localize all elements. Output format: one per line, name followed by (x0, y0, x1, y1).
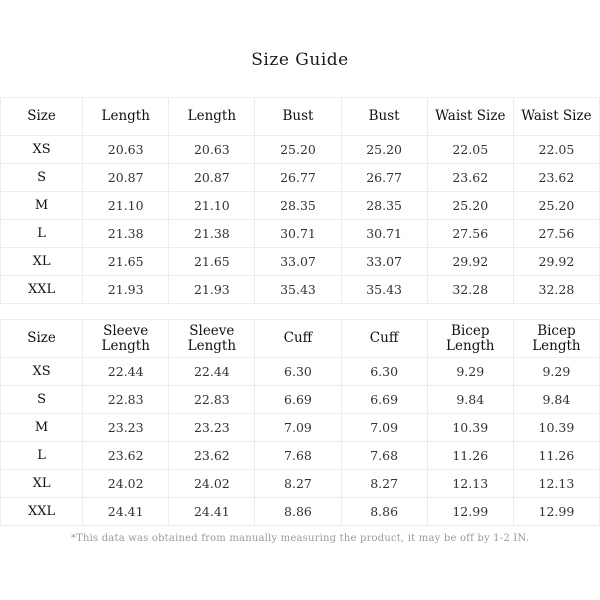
measurement-cell: 24.02 (83, 470, 169, 498)
header-length: Length (169, 98, 255, 136)
measurement-cell: 6.30 (255, 358, 341, 386)
measurement-cell: 11.26 (513, 442, 599, 470)
table-row (1, 498, 600, 526)
measurement-cell: 25.20 (255, 136, 341, 164)
table-row (1, 386, 600, 414)
table-header-row (1, 98, 600, 136)
measurement-cell: 21.10 (169, 192, 255, 220)
measurement-cell: 8.86 (341, 498, 427, 526)
size-label-cell: XS (1, 358, 83, 386)
measurement-cell: 8.27 (255, 470, 341, 498)
size-table-body-measurements (0, 97, 600, 304)
header-sleeve-length (83, 320, 169, 358)
size-label-cell: S (1, 386, 83, 414)
measurement-cell: 25.20 (513, 192, 599, 220)
measurement-cell: 7.68 (255, 442, 341, 470)
measurement-cell: 25.20 (341, 136, 427, 164)
header-waist-size: Waist Size (513, 98, 599, 136)
measurement-cell: 9.84 (513, 386, 599, 414)
measurement-cell: 30.71 (255, 220, 341, 248)
measurement-cell: 23.62 (513, 164, 599, 192)
header-text-line: Cuff (283, 330, 313, 346)
table-row (1, 414, 600, 442)
header-text-line: Size (27, 330, 56, 346)
table-row (1, 358, 600, 386)
measurement-cell: 33.07 (341, 248, 427, 276)
header-text-line: Cuff (369, 330, 399, 346)
measurement-cell: 7.09 (255, 414, 341, 442)
measurement-cell: 23.62 (83, 442, 169, 470)
measurement-cell: 21.65 (83, 248, 169, 276)
table-row (1, 192, 600, 220)
header-size: Size (1, 98, 83, 136)
measurement-cell: 6.30 (341, 358, 427, 386)
measurement-cell: 21.38 (83, 220, 169, 248)
table-row (1, 248, 600, 276)
header-text-line: Sleeve (189, 322, 235, 339)
measurement-cell: 23.62 (169, 442, 255, 470)
measurement-cell: 23.23 (83, 414, 169, 442)
measurement-cell: 6.69 (255, 386, 341, 414)
measurement-cell: 35.43 (341, 276, 427, 304)
header-sleeve-length (169, 320, 255, 358)
size-label-cell: L (1, 442, 83, 470)
measurement-cell: 29.92 (513, 248, 599, 276)
header-bust: Bust (341, 98, 427, 136)
size-label-cell: XS (1, 136, 83, 164)
measurement-cell: 24.41 (83, 498, 169, 526)
measurement-cell: 22.83 (83, 386, 169, 414)
header-size (1, 320, 83, 358)
measurement-cell: 21.93 (169, 276, 255, 304)
measurement-cell: 9.29 (427, 358, 513, 386)
measurement-cell: 29.92 (427, 248, 513, 276)
size-label-cell: XXL (1, 498, 83, 526)
measurement-cell: 21.38 (169, 220, 255, 248)
table-row (1, 442, 600, 470)
measurement-cell: 20.87 (83, 164, 169, 192)
measurement-cell: 12.13 (513, 470, 599, 498)
size-label-cell: M (1, 414, 83, 442)
measurement-cell: 12.13 (427, 470, 513, 498)
measurement-cell: 32.28 (427, 276, 513, 304)
measurement-cell: 8.27 (341, 470, 427, 498)
measurement-cell: 12.99 (427, 498, 513, 526)
measurement-cell: 7.68 (341, 442, 427, 470)
header-text-line: Sleeve (103, 322, 149, 339)
measurement-cell: 6.69 (341, 386, 427, 414)
measurement-cell: 22.44 (83, 358, 169, 386)
measurement-cell: 8.86 (255, 498, 341, 526)
header-bust: Bust (255, 98, 341, 136)
table-row (1, 136, 600, 164)
measurement-cell: 24.02 (169, 470, 255, 498)
size-table-arm-measurements (0, 319, 600, 526)
measurement-cell: 11.26 (427, 442, 513, 470)
size-label-cell: XL (1, 470, 83, 498)
table-row (1, 276, 600, 304)
header-cuff (341, 320, 427, 358)
header-text-line: Length (101, 337, 150, 354)
measurement-cell: 32.28 (513, 276, 599, 304)
measurement-cell: 20.63 (169, 136, 255, 164)
size-label-cell: S (1, 164, 83, 192)
header-text-line: Length (187, 337, 237, 354)
header-text-line: Length (532, 337, 581, 354)
header-text-line: Length (446, 337, 495, 354)
table-row (1, 164, 600, 192)
measurement-cell: 9.29 (513, 358, 599, 386)
measurement-cell: 33.07 (255, 248, 341, 276)
header-text-line: Bicep (451, 322, 490, 339)
measurement-cell: 21.93 (83, 276, 169, 304)
size-label-cell: M (1, 192, 83, 220)
measurement-cell: 22.05 (513, 136, 599, 164)
measurement-cell: 23.23 (169, 414, 255, 442)
measurement-cell: 20.63 (83, 136, 169, 164)
measurement-cell: 21.10 (83, 192, 169, 220)
measurement-cell: 9.84 (427, 386, 513, 414)
measurement-cell: 28.35 (255, 192, 341, 220)
table-row (1, 220, 600, 248)
table-header-row (1, 320, 600, 358)
measurement-cell: 27.56 (513, 220, 599, 248)
measurement-cell: 26.77 (341, 164, 427, 192)
size-label-cell: XXL (1, 276, 83, 304)
measurement-cell: 30.71 (341, 220, 427, 248)
header-bicep-length (513, 320, 599, 358)
size-label-cell: L (1, 220, 83, 248)
measurement-cell: 21.65 (169, 248, 255, 276)
measurement-cell: 23.62 (427, 164, 513, 192)
measurement-cell: 28.35 (341, 192, 427, 220)
measurement-cell: 10.39 (427, 414, 513, 442)
measurement-cell: 7.09 (341, 414, 427, 442)
page-title: Size Guide (251, 50, 349, 70)
measurement-cell: 24.41 (169, 498, 255, 526)
header-waist-size: Waist Size (427, 98, 513, 136)
header-cuff (255, 320, 341, 358)
measurement-cell: 27.56 (427, 220, 513, 248)
measurement-cell: 22.44 (169, 358, 255, 386)
header-length: Length (83, 98, 169, 136)
measurement-cell: 22.05 (427, 136, 513, 164)
measurement-cell: 35.43 (255, 276, 341, 304)
size-label-cell: XL (1, 248, 83, 276)
measurement-cell: 25.20 (427, 192, 513, 220)
header-bicep-length (427, 320, 513, 358)
measurement-cell: 22.83 (169, 386, 255, 414)
measurement-cell: 10.39 (513, 414, 599, 442)
measurement-cell: 12.99 (513, 498, 599, 526)
measurement-cell: 20.87 (169, 164, 255, 192)
header-text-line: Bicep (537, 322, 576, 339)
measurement-disclaimer: *This data was obtained from manually measuring the product, it may be off by 1-2 IN. (70, 533, 530, 544)
measurement-cell: 26.77 (255, 164, 341, 192)
table-row (1, 470, 600, 498)
